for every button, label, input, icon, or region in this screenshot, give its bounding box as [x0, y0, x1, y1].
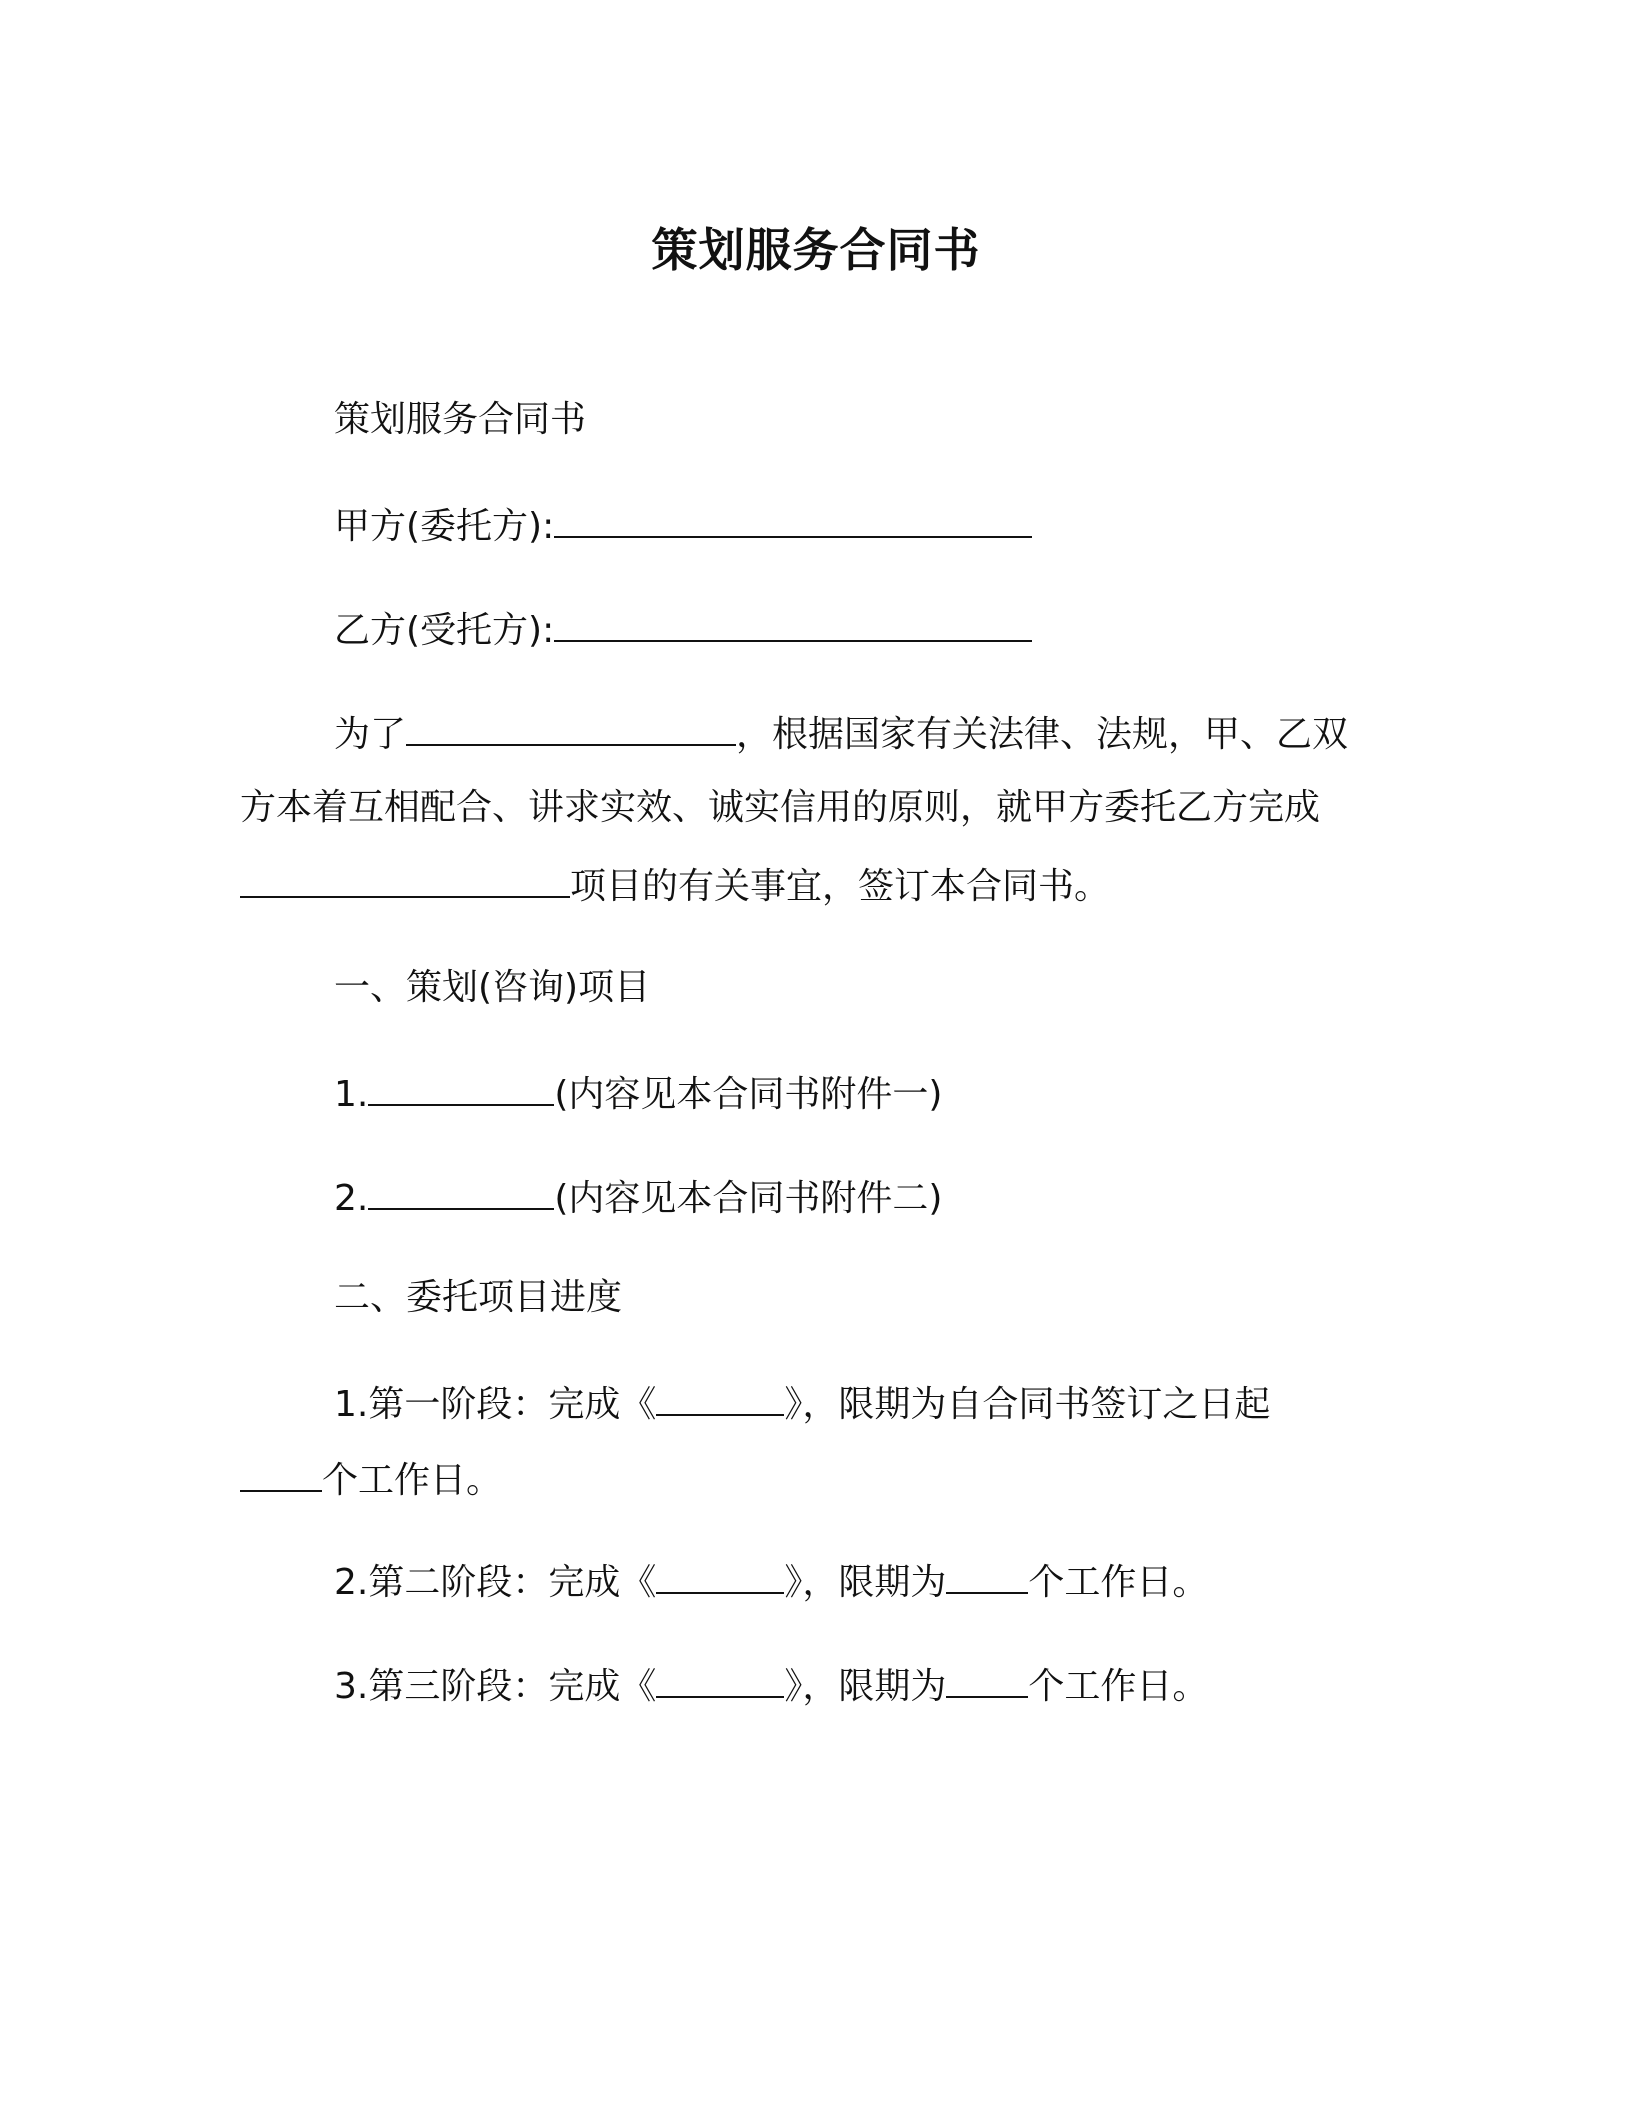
- intro-line1-suffix: ，根据国家有关法律、法规，甲、乙双: [736, 714, 1349, 755]
- intro-project-blank: [240, 860, 570, 898]
- item1-number: 1.: [334, 1074, 369, 1115]
- item1-text: (内容见本合同书附件一): [554, 1074, 943, 1115]
- item1-blank: [368, 1068, 554, 1106]
- stage2-days-blank: [946, 1556, 1028, 1594]
- stage1-suffix: 个工作日。: [322, 1460, 503, 1501]
- party-b-label: 乙方(受托方):: [334, 610, 555, 651]
- party-a-label: 甲方(委托方):: [334, 506, 555, 547]
- stage-3-line: [334, 1660, 1208, 1711]
- party-a-blank: [554, 500, 1032, 538]
- stage3-doc-blank: [656, 1660, 784, 1698]
- stage1-prefix: 1.第一阶段：完成《: [334, 1384, 657, 1425]
- party-a-line: [334, 500, 1032, 551]
- stage3-days-blank: [946, 1660, 1028, 1698]
- party-b-blank: [554, 604, 1032, 642]
- stage1-doc-blank: [656, 1378, 784, 1416]
- intro-line3-suffix: 项目的有关事宜，签订本合同书。: [570, 866, 1111, 907]
- section1-item-2: [334, 1172, 942, 1223]
- section1-heading: 一、策划(咨询)项目: [334, 967, 651, 1008]
- item2-number: 2.: [334, 1178, 369, 1219]
- intro-line-1: [334, 708, 1348, 759]
- intro-line-3: [240, 860, 1110, 911]
- stage-1-line-2: [240, 1454, 502, 1505]
- stage2-mid: 》，限期为: [784, 1562, 947, 1603]
- stage3-mid: 》，限期为: [784, 1666, 947, 1707]
- section1-item-1: [334, 1068, 942, 1119]
- section2-heading: 二、委托项目进度: [334, 1277, 623, 1318]
- item2-text: (内容见本合同书附件二): [554, 1178, 943, 1219]
- intro-purpose-blank: [406, 708, 736, 746]
- stage2-prefix: 2.第二阶段：完成《: [334, 1562, 657, 1603]
- stage3-prefix: 3.第三阶段：完成《: [334, 1666, 657, 1707]
- intro-line-2: 方本着互相配合、讲求实效、诚实信用的原则，就甲方委托乙方完成: [240, 787, 1321, 828]
- intro-prefix: 为了: [334, 714, 407, 755]
- stage-2-line: [334, 1556, 1208, 1607]
- stage-1-line: [334, 1378, 1270, 1429]
- document-title: 策划服务合同书: [651, 223, 981, 277]
- stage2-doc-blank: [656, 1556, 784, 1594]
- document-subtitle: 策划服务合同书: [334, 399, 587, 440]
- party-b-line: [334, 604, 1032, 655]
- stage3-suffix: 个工作日。: [1028, 1666, 1209, 1707]
- stage1-mid: 》，限期为自合同书签订之日起: [784, 1384, 1271, 1425]
- stage1-days-blank: [240, 1454, 322, 1492]
- stage2-suffix: 个工作日。: [1028, 1562, 1209, 1603]
- item2-blank: [368, 1172, 554, 1210]
